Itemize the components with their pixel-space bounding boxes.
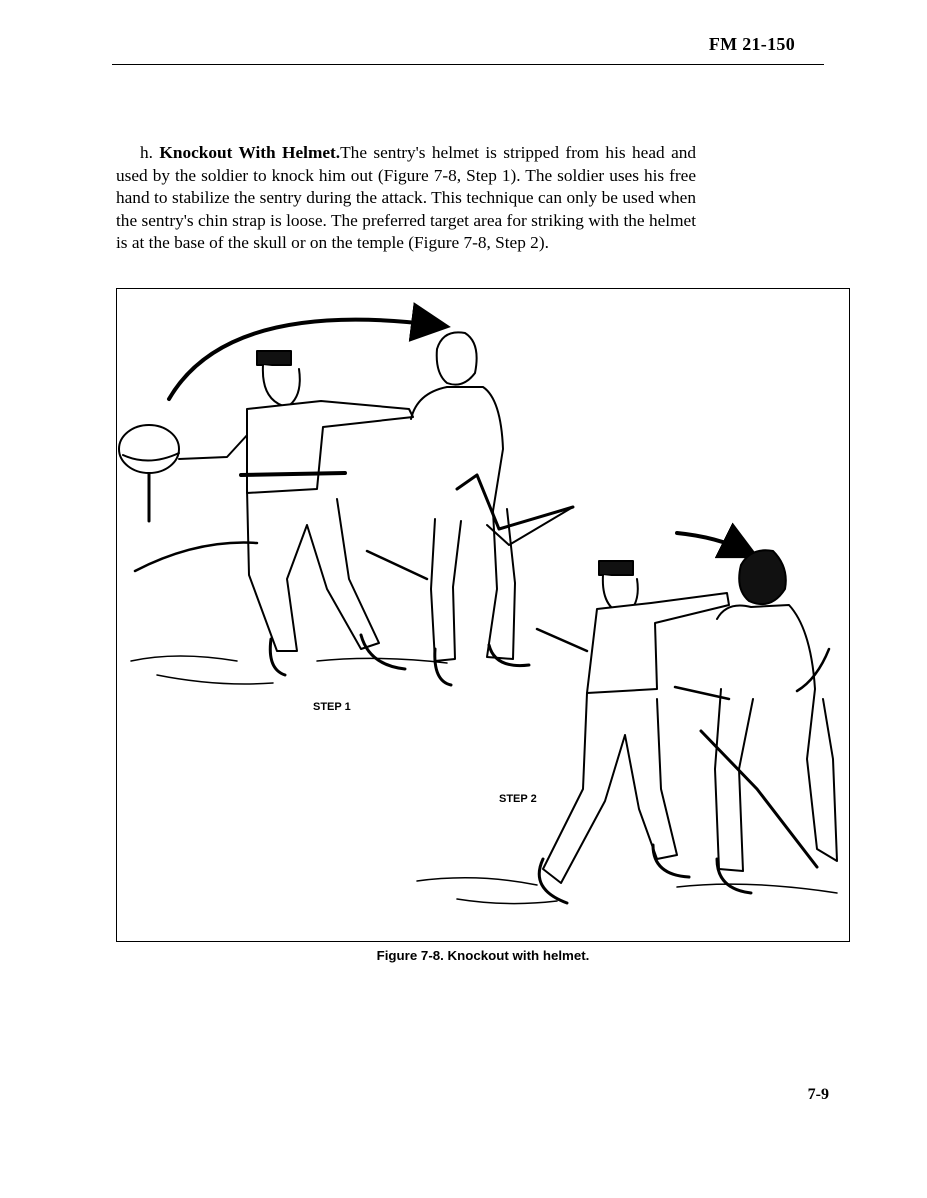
body-paragraph — [116, 142, 696, 255]
swing-arc-step1 — [169, 320, 435, 399]
sentry-step1 — [411, 332, 573, 685]
ground-step2 — [417, 878, 837, 904]
sentry-head — [437, 332, 477, 384]
cap-icon-step2 — [599, 561, 633, 575]
step1-label: STEP 1 — [313, 701, 351, 713]
soldier-step1 — [119, 351, 413, 675]
figure-caption: Figure 7-8. Knockout with helmet. — [376, 948, 590, 963]
motion-line-right — [537, 629, 587, 651]
step2-label: STEP 2 — [499, 793, 537, 805]
header-rule — [112, 64, 824, 65]
motion-line-left — [135, 543, 257, 571]
figure-illustration — [117, 289, 850, 942]
ground-step1 — [131, 656, 447, 684]
swing-arc-step2 — [677, 533, 745, 551]
paragraph-text: The sentry's helmet is stripped from his head and used by the soldier to knock him out (Figure 7-8, Step 1). The soldier uses his free hand to stabilize the sentry during the attack. This technique can only be used when the sentry's chin strap is loose. The preferred target area for striking with the helmet is at the base of the skull or on the temple (Figure 7-8, Step 2). — [116, 143, 697, 252]
manual-code: FM 21-150 — [708, 34, 795, 54]
paragraph-marker: h. — [140, 143, 153, 162]
cap-icon — [257, 351, 291, 365]
helmet-icon — [119, 425, 179, 473]
paragraph-lead: Knockout With Helmet. — [159, 143, 341, 162]
motion-line-middle — [367, 551, 427, 579]
sentry-head-step2 — [739, 550, 786, 604]
page-number: 7-9 — [807, 1086, 829, 1103]
figure-frame — [116, 288, 850, 942]
